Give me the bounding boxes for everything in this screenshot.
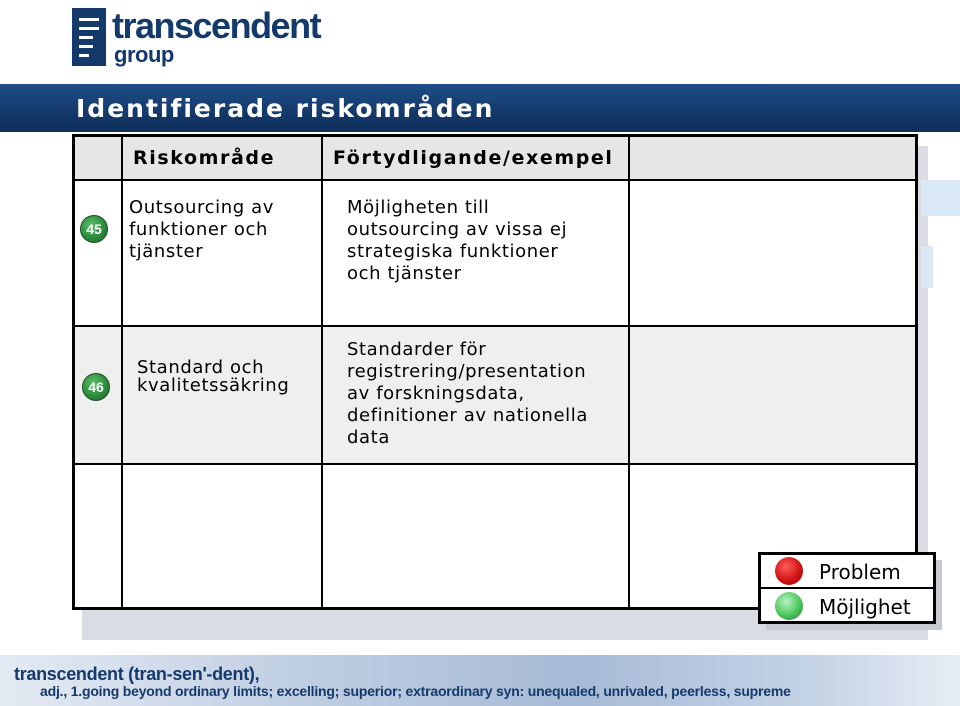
side-decoration-2: [921, 246, 933, 288]
risk-example-line: strategiska funktioner: [347, 241, 559, 262]
legend-opportunity-label: Möjlighet: [819, 595, 911, 619]
risk-area-line: Outsourcing av: [129, 197, 274, 218]
risk-number-badge: 46: [82, 373, 110, 401]
risk-example-line: outsourcing av vissa ej: [347, 219, 568, 240]
risk-area-line: funktioner och: [129, 219, 268, 240]
legend: [758, 552, 936, 624]
risk-area-cell: [129, 197, 274, 263]
column-divider: [121, 137, 123, 607]
table-row: [75, 181, 915, 327]
risk-area-line: tjänster: [129, 241, 204, 262]
column-divider: [321, 137, 323, 607]
risk-example-line: Möjligheten till: [347, 197, 490, 218]
logo-subtitle: group: [114, 42, 174, 67]
legend-problem-label: Problem: [819, 560, 901, 584]
risk-area-cell: [137, 359, 289, 395]
risk-example-cell: [347, 197, 567, 285]
risk-number-badge: 45: [80, 215, 108, 243]
header-fortydligande: Förtydligande/exempel: [333, 147, 614, 169]
opportunity-indicator-icon: [775, 592, 803, 620]
risk-example-line: Standarder för: [347, 339, 487, 360]
risk-example-line: registrering/presentation: [347, 361, 587, 382]
footer-definition-text: adj., 1.going beyond ordinary limits; excelling; superior; extraordinary syn: unequaled, unrivaled, peerless, supreme: [40, 683, 791, 699]
risk-example-line: definitioner av nationella: [347, 405, 588, 426]
risk-area-line: Standard och: [137, 357, 265, 378]
table-row: [75, 327, 915, 465]
risk-table: [72, 134, 918, 610]
logo-wordmark: transcendent: [112, 5, 321, 46]
risk-example-line: av forskningsdata,: [347, 383, 525, 404]
problem-indicator-icon: [775, 557, 803, 585]
page-title: Identifierade riskområden: [76, 94, 495, 123]
table-header-row: [75, 137, 915, 181]
side-decoration-1: [921, 180, 960, 216]
risk-example-line: och tjänster: [347, 263, 462, 284]
footer-banner: [0, 655, 960, 706]
title-bar: [0, 84, 960, 132]
header-riskomrade: Riskområde: [133, 147, 276, 169]
risk-example-line: data: [347, 427, 390, 448]
risk-area-line: kvalitetssäkring: [137, 375, 290, 396]
column-divider: [628, 137, 630, 607]
company-logo: [72, 5, 352, 70]
footer-definition-title: transcendent (tran-sen'-dent),: [14, 664, 260, 684]
legend-divider: [761, 587, 933, 589]
risk-example-cell: [347, 339, 588, 449]
logo-mark-icon: [72, 8, 106, 66]
